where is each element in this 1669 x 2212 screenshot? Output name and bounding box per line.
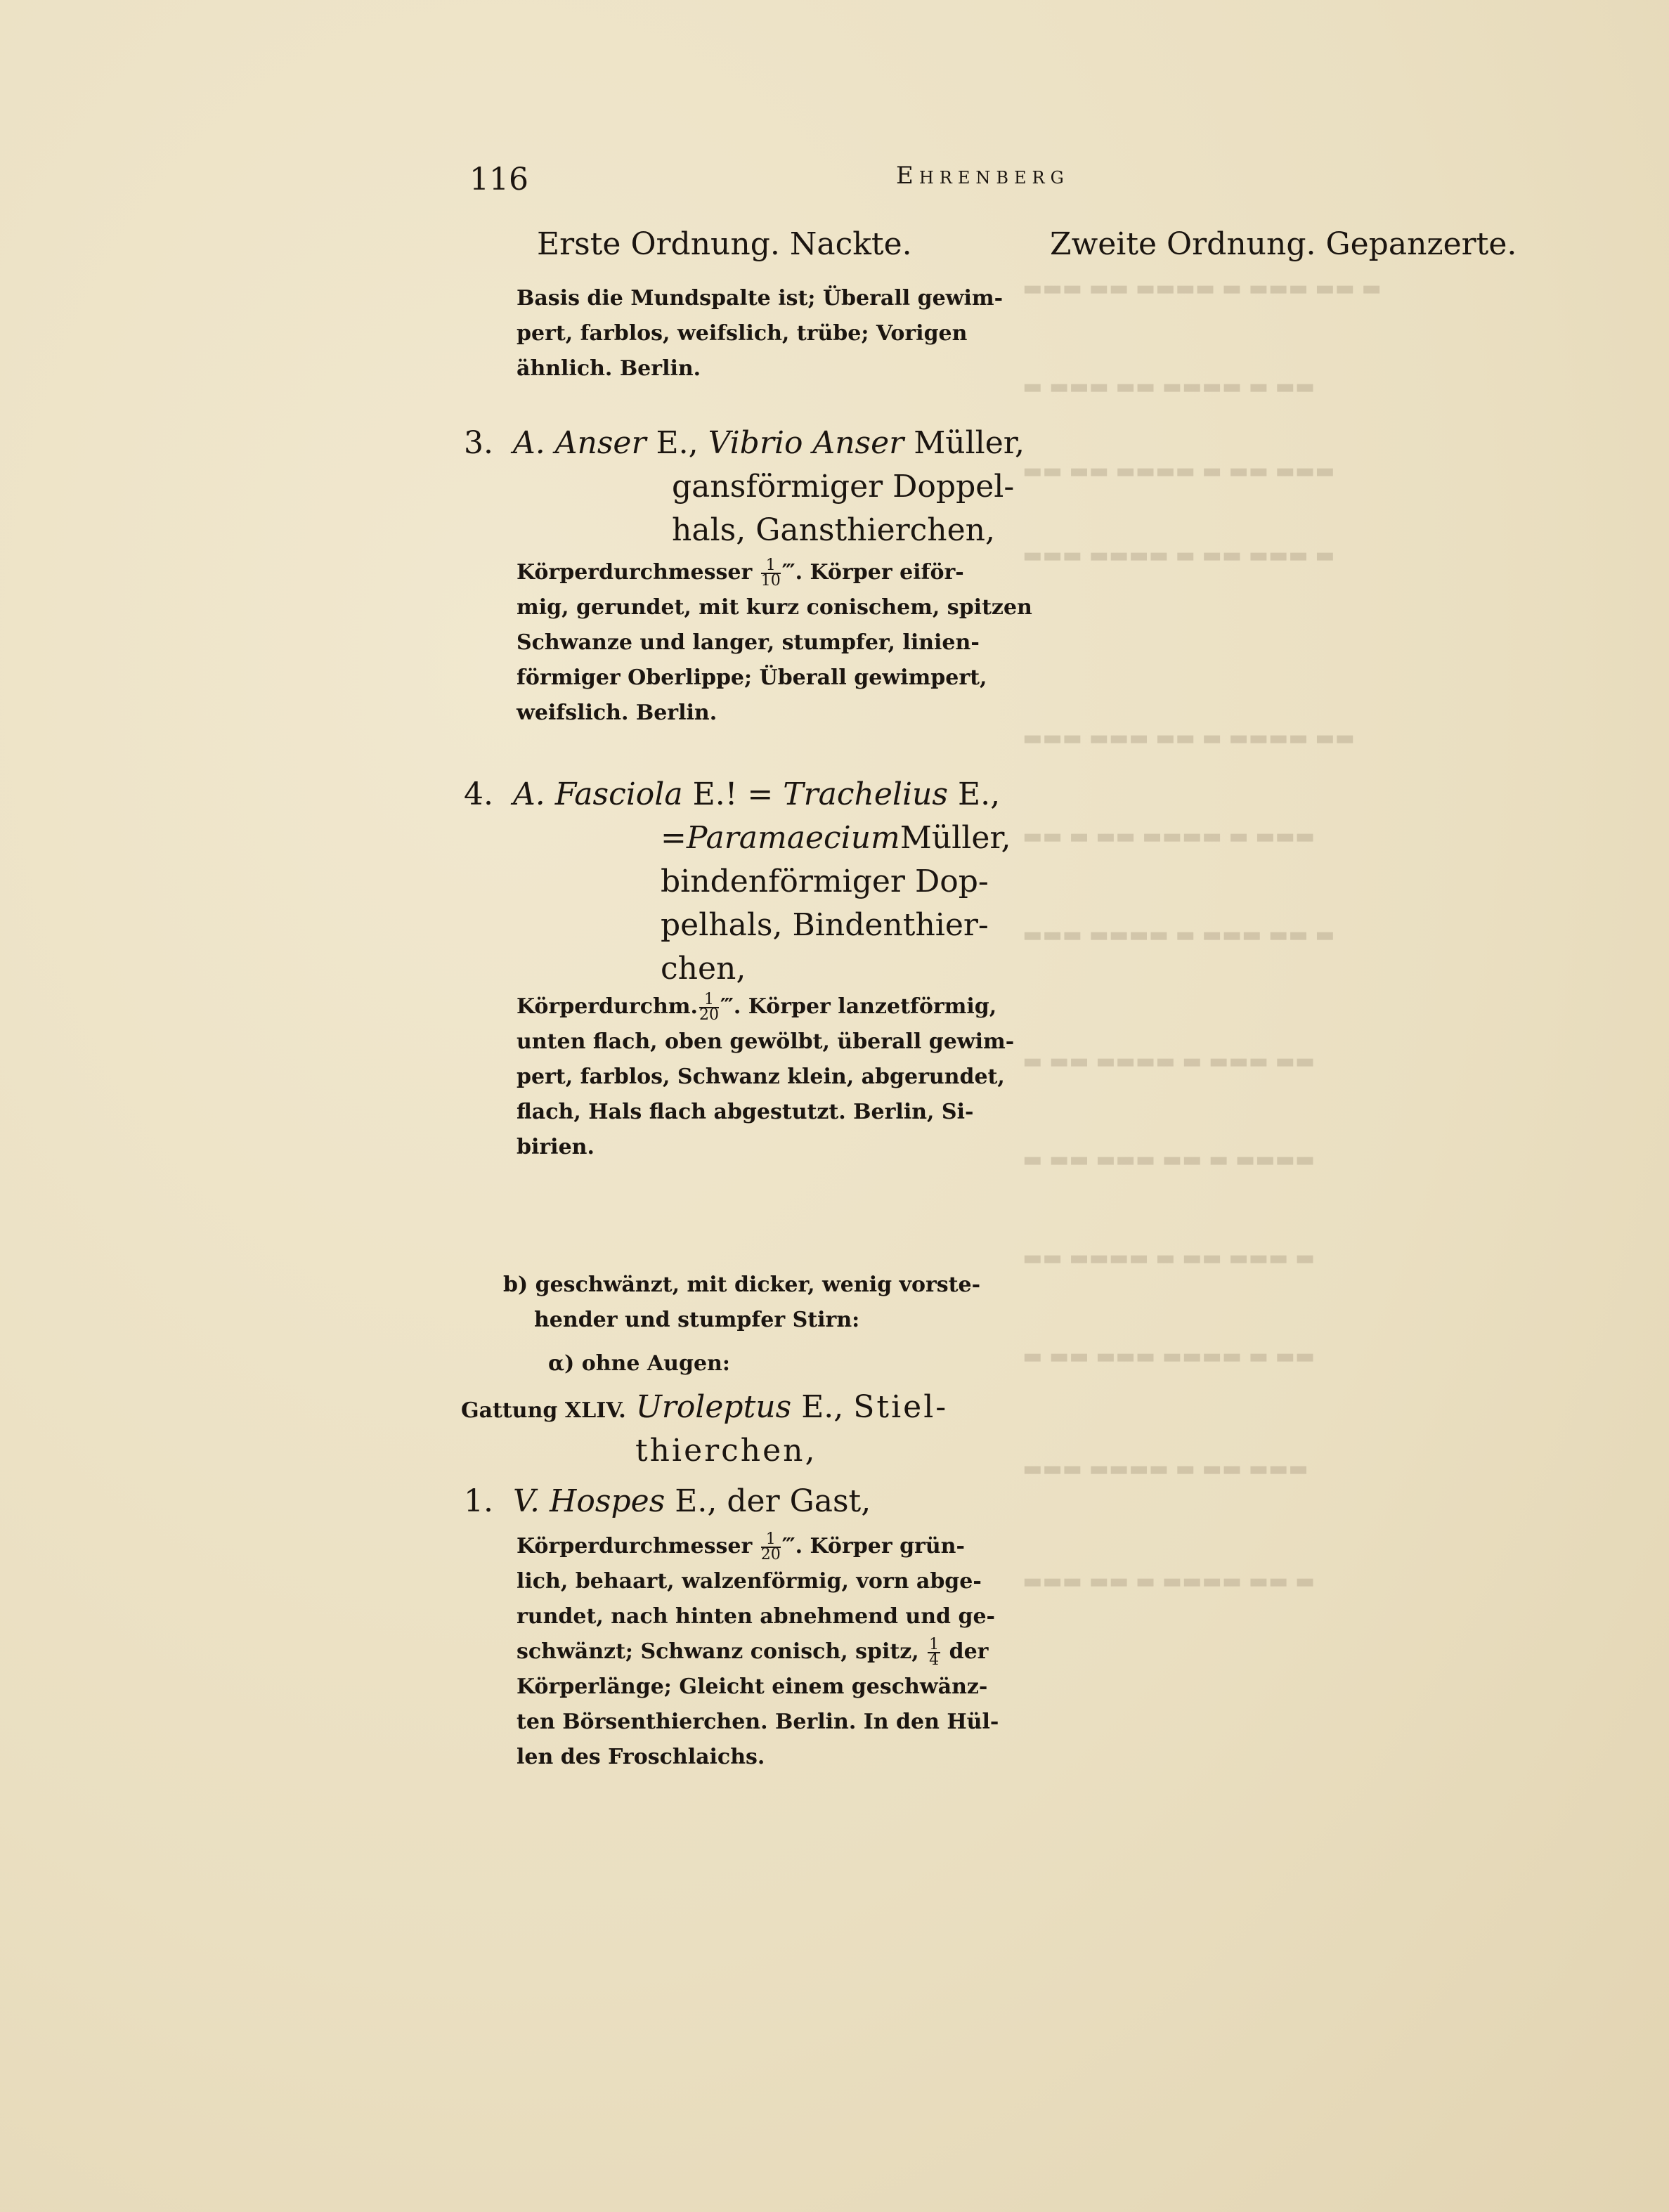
show-through-texture: ▬ ▬▬ ▬▬▬ ▬ ▬▬▬▬ ▬▬▬ <box>1022 923 1335 947</box>
entry-3-name-line: hals, Gansthierchen, <box>672 512 996 548</box>
entry-3-heading: 3. A. Anser E., Vibrio Anser Müller, <box>464 425 1025 461</box>
fraction: $\frac{1}{20}$ <box>760 1530 781 1563</box>
entry-4-name-line: chen, <box>661 951 746 987</box>
entry-4-desc-line: birien. <box>517 1135 595 1159</box>
show-through-texture: ▬▬ ▬▬▬▬ ▬ ▬▬ ▬▬▬ ▬▬▬ <box>1022 726 1355 750</box>
fraction: $\frac{1}{20}$ <box>699 991 719 1024</box>
entry-3-name-line: gansförmiger Doppel- <box>672 469 1015 505</box>
show-through-texture: ▬▬▬▬ ▬ ▬▬ ▬▬▬ ▬▬ ▬ <box>1022 1147 1316 1172</box>
section-b-line: b) geschwänzt, mit dicker, wenig vorste- <box>503 1273 981 1297</box>
intro-line: ähnlich. Berlin. <box>517 356 701 381</box>
left-column-heading: Erste Ordnung. Nackte. <box>537 226 912 262</box>
section-b-line: hender und stumpfer Stirn: <box>534 1308 860 1332</box>
intro-line: pert, farblos, weifslich, trübe; Vorigen <box>517 321 968 346</box>
show-through-texture: ▬ ▬▬ ▬▬▬▬ ▬ ▬▬ ▬▬▬ <box>1022 1569 1316 1594</box>
entry-1-desc-line: ten Börsenthierchen. Berlin. In den Hül- <box>517 1710 999 1734</box>
entry-3-desc-line: mig, gerundet, mit kurz conischem, spitzen <box>517 595 1032 620</box>
fraction: $\frac{1}{10}$ <box>760 557 781 590</box>
entry-3-desc-line: förmiger Oberlippe; Überall gewimpert, <box>517 665 987 690</box>
entry-1-desc-line: Körperdurchmesser $\frac{1}{20}$ ‴. Körper grün- <box>517 1530 965 1563</box>
show-through-texture: ▬▬▬ ▬ ▬▬▬▬ ▬▬ ▬ ▬▬ <box>1022 824 1316 849</box>
entry-4-name-line: pelhals, Bindenthier- <box>661 907 989 943</box>
entry-4-desc-line: unten flach, oben gewölbt, überall gewim- <box>517 1029 1015 1054</box>
entry-1-desc-line: schwänzt; Schwanz conisch, spitz, $\frac{1}{4}$ der <box>517 1636 989 1669</box>
entry-1-desc-line: rundet, nach hinten abnehmend und ge- <box>517 1604 995 1629</box>
genus-common-name: thierchen, <box>635 1433 817 1469</box>
entry-1-desc-line: Körperlänge; Gleicht einem geschwänz- <box>517 1674 988 1699</box>
subsection-alpha: α) ohne Augen: <box>548 1351 730 1376</box>
entry-1-desc-line: lich, behaart, walzenförmig, vorn abge- <box>517 1569 982 1594</box>
show-through-texture: ▬ ▬▬▬ ▬▬ ▬ ▬▬▬▬ ▬▬▬ <box>1022 543 1335 568</box>
genus-heading: Gattung XLIV. Uroleptus E., Stiel- <box>461 1389 949 1425</box>
entry-4-desc-line: pert, farblos, Schwanz klein, abgerundet, <box>517 1065 1005 1089</box>
entry-4-name-line: bindenförmiger Dop- <box>661 864 989 899</box>
entry-4-heading: 4. A. Fasciola E.! = Trachelius E., <box>464 776 1001 812</box>
entry-1-heading: 1. V. Hospes E., der Gast, <box>464 1483 871 1519</box>
entry-4-synonym-line: =ParamaeciumMüller, <box>661 820 1011 856</box>
entry-4-desc-line: Körperdurchm. $\frac{1}{20}$ ‴. Körper lanzetförmig, <box>517 991 997 1024</box>
show-through-texture: ▬▬▬ ▬▬ ▬ ▬▬▬▬ ▬▬ ▬▬ <box>1022 459 1335 483</box>
fraction: $\frac{1}{4}$ <box>929 1636 940 1669</box>
right-column-heading: Zweite Ordnung. Gepanzerte. <box>1050 226 1517 262</box>
entry-3-desc-line: Körperdurchmesser $\frac{1}{10}$ ‴. Körper eiför- <box>517 557 964 590</box>
show-through-texture: ▬▬ ▬▬▬ ▬ ▬▬▬▬ ▬▬ ▬ <box>1022 1049 1316 1074</box>
running-title: Ehrenberg <box>896 162 1070 190</box>
show-through-texture: ▬▬ ▬ ▬▬▬▬ ▬▬▬ ▬▬ ▬ <box>1022 1344 1316 1369</box>
show-through-texture: ▬ ▬▬ ▬▬▬ ▬ ▬▬▬▬ ▬▬ ▬▬▬ <box>1022 276 1382 301</box>
page-number: 116 <box>469 162 528 197</box>
show-through-texture: ▬ ▬▬▬ ▬▬ ▬ ▬▬▬▬ ▬▬ <box>1022 1246 1316 1270</box>
entry-1-desc-line: len des Froschlaichs. <box>517 1745 765 1769</box>
show-through-texture: ▬▬▬ ▬▬ ▬ ▬▬▬▬ ▬▬▬ <box>1022 1457 1308 1481</box>
entry-4-desc-line: flach, Hals flach abgestutzt. Berlin, Si- <box>517 1100 974 1124</box>
show-through-texture: ▬▬ ▬ ▬▬▬▬ ▬▬ ▬▬▬ ▬ <box>1022 375 1316 399</box>
entry-3-desc-line: Schwanze und langer, stumpfer, linien- <box>517 630 980 655</box>
entry-3-desc-line: weifslich. Berlin. <box>517 701 717 725</box>
intro-line: Basis die Mundspalte ist; Überall gewim- <box>517 286 1004 311</box>
